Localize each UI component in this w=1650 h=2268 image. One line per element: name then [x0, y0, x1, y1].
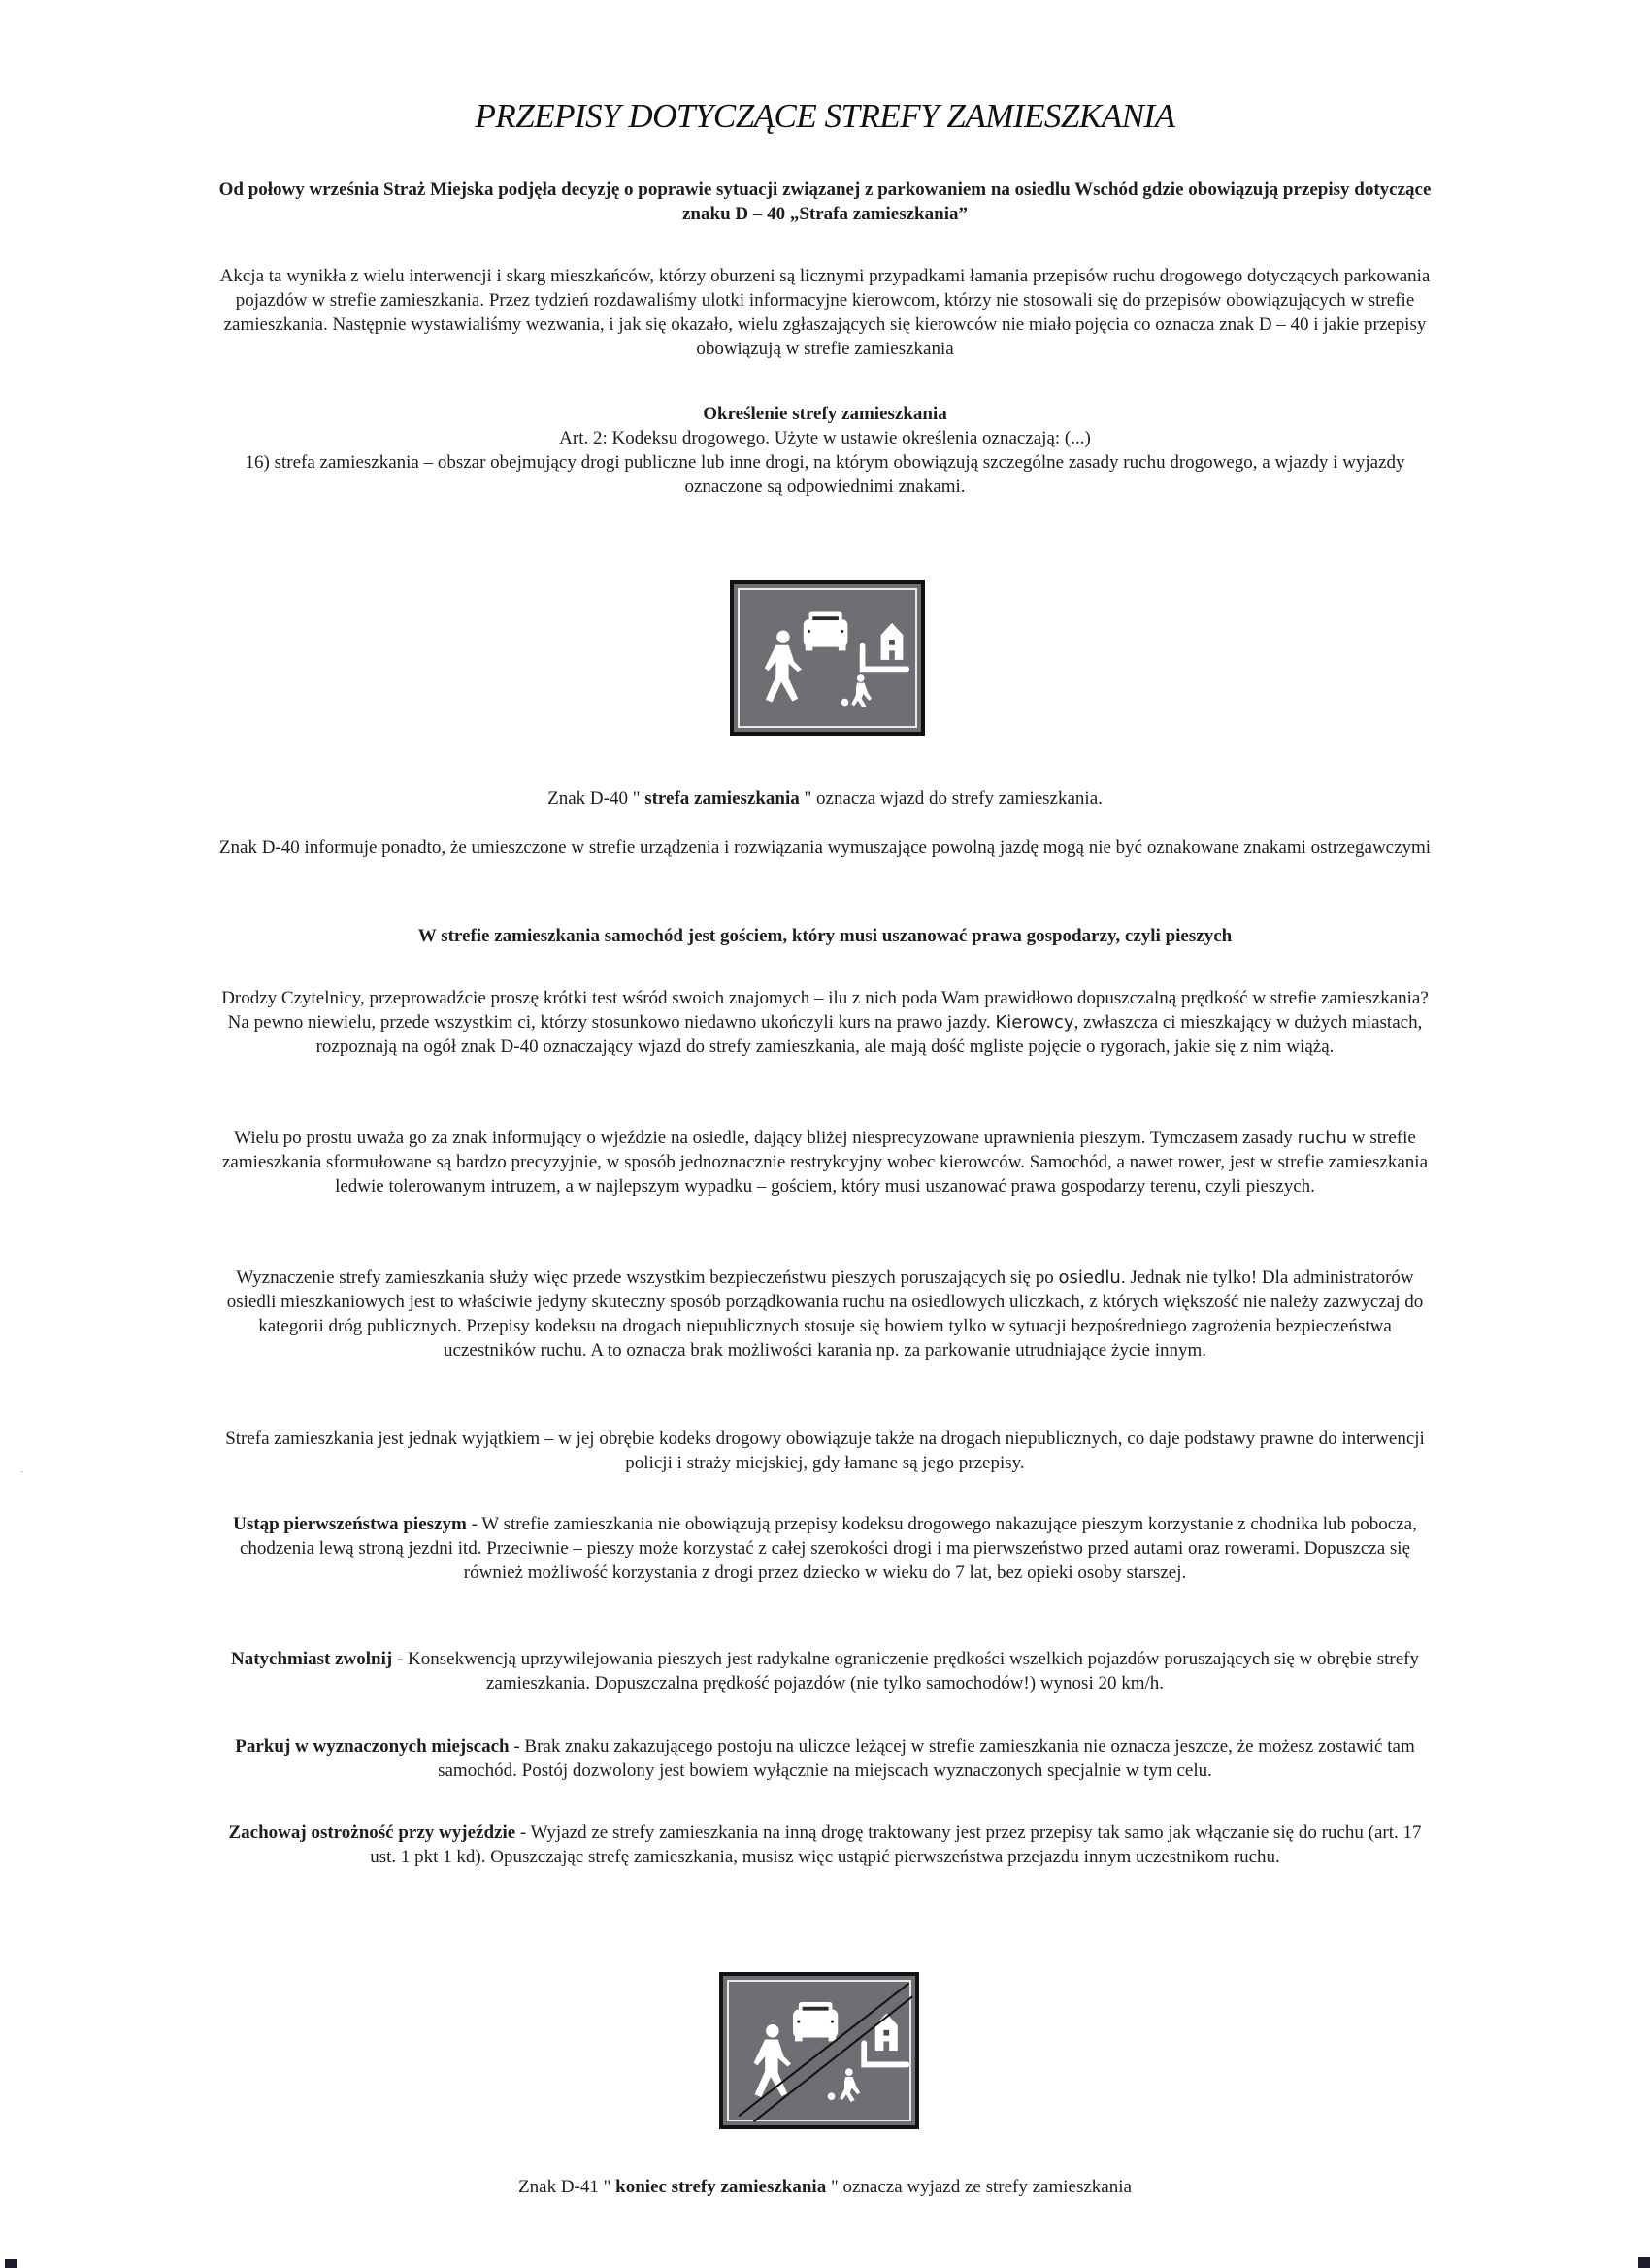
- text-part: osiedlu: [1058, 1267, 1121, 1288]
- purpose-paragraph: [214, 1265, 1436, 1363]
- pedestrian-icon: [765, 631, 802, 703]
- sign-d40-caption: [214, 786, 1436, 810]
- child-with-ball-icon: [842, 674, 872, 707]
- text-part: w strefie zamieszkania sformułowane są bardzo precyzyjnie, w sposób jednoznacznie restrykcyjny wobec kierowców. Samochód, a nawet rower, jest w strefie zamieszkania ledwie tolerowanym intruzem, a w najlepszym wypadku – gościem, który musi uszanować prawa gospodarzy terenu, czyli pieszych.: [221, 1128, 1429, 1197]
- rule-title: Zachowaj ostrożność przy wyjeździe: [228, 1823, 516, 1843]
- intro-paragraph: Od połowy września Straż Miejska podjęła decyzję o poprawie sytuacji związanej z parkowaniem na osiedlu Wschód gdzie obowiązują przepisy dotyczące znaku D – 40 „Strafa zamieszkania”: [218, 180, 1432, 224]
- caption-prefix: Znak D-41 ": [518, 2177, 611, 2197]
- page-title: PRZEPISY DOTYCZĄCE STREFY ZAMIESZKANIA: [475, 97, 1175, 135]
- scan-corner-mark: [1638, 2257, 1650, 2268]
- text-part: , zwłaszcza ci mieszkający w dużych miastach, rozpoznają na ogół znak D-40 oznaczający wjazd do strefy zamieszkania, ale mają dość mgliste pojęcie o rygorach, jakie się z nim wiążą.: [315, 1012, 1423, 1057]
- text-part: ruchu: [1297, 1128, 1348, 1148]
- sign-d41-caption: [214, 2175, 1436, 2199]
- rule-text: - Brak znaku zakazującego postoju na uliczce leżącej w strefie zamieszkania nie oznacza jeszcze, że możesz zostawić tam samochód. Postój dozwolony jest bowiem wyłącznie na miejscach wyznaczonych specjalnie w tym celu.: [438, 1736, 1415, 1781]
- car-icon: [804, 612, 848, 651]
- house-icon: [875, 2014, 898, 2052]
- living-zone-sign-icon: [734, 584, 921, 732]
- definition-section: [214, 402, 1436, 499]
- text-part: Drodzy Czytelnicy, przeprowadźcie proszę krótki test wśród swoich znajomych – ilu z nich poda Wam prawidłowo dopuszczalną prędkość w strefie zamieszkania? Na pewno niewielu, przede wszystkim ci, którzy stosunkowo niedawno ukończyli kurs na prawo jazdy.: [221, 988, 1429, 1033]
- sign-d40-image: [730, 580, 925, 736]
- scan-speck: [21, 1471, 23, 1472]
- pedestrian-icon: [754, 2024, 792, 2097]
- caption-suffix: " oznacza wjazd do strefy zamieszkania.: [804, 788, 1103, 808]
- rule-text: - W strefie zamieszkania nie obowiązują przepisy kodeksu drogowego nakazujące pieszym korzystanie z chodnika lub pobocza, chodzenia lewą stroną jezdni itd. Przeciwnie – pieszy może korzystać z całej szerokości drogi i ma pierwszeństwo przed autami oraz rowerami. Dopuszcza się również możliwość korzystania z drogi przez dziecko w wieku do 7 lat, bez opieki osoby starszej.: [239, 1514, 1417, 1583]
- sign-d41-image: [719, 1972, 919, 2129]
- house-icon: [881, 623, 904, 660]
- text-part: Wyznaczenie strefy zamieszkania służy więc przede wszystkim bezpieczeństwu pieszych poruszających się po: [236, 1267, 1059, 1288]
- action-paragraph: Akcja ta wynikła z wielu interwencji i skarg mieszkańców, którzy oburzeni są licznymi przypadkami łamania przepisów ruchu drogowego dotyczących parkowania pojazdów w strefie zamieszkania. Przez tydzień rozdawaliśmy ulotki informacyjne kierowcom, którzy nie stosowali się do przepisów obowiązujących w strefie zamieszkania. Następnie wystawialiśmy wezwania, i jak się okazało, wielu zgłaszających się kierowców nie miało pojęcia co oznacza znak D – 40 i jakie przepisy obowiązują w strefie zamieszkania: [219, 266, 1431, 359]
- scan-corner-mark: [5, 2259, 17, 2268]
- guest-heading: W strefie zamieszkania samochód jest gościem, który musi uszanować prawa gospodarzy, czyli pieszych: [417, 926, 1233, 946]
- readers-paragraph: [214, 986, 1436, 1059]
- d40-info-paragraph: Znak D-40 informuje ponadto, że umieszczone w strefie urządzenia i rozwiązania wymuszające powolną jazdę mogą nie być oznakowane znakami ostrzegawczymi: [218, 838, 1432, 858]
- rule-text: - Konsekwencją uprzywilejowania pieszych jest radykalne ograniczenie prędkości wszelkich pojazdów poruszających się w obrębie strefy zamieszkania. Dopuszczalna prędkość pojazdów (nie tylko samochodów!) wynosi 20 km/h.: [392, 1649, 1420, 1693]
- exception-paragraph: Strefa zamieszkania jest jednak wyjątkiem – w jej obrębie kodeks drogowy obowiązuje także na drogach niepublicznych, co daje podstawy prawne do interwencji policji i straży miejskiej, gdy łamane są jego przepisy.: [225, 1429, 1425, 1473]
- definition-article: Art. 2: Kodeksu drogowego. Użyte w ustawie określenia oznaczają: (...): [559, 428, 1091, 448]
- child-with-ball-icon: [828, 2068, 861, 2102]
- rule-park-designated: [214, 1734, 1436, 1783]
- car-icon: [793, 2002, 838, 2041]
- definition-text: 16) strefa zamieszkania – obszar obejmujący drogi publiczne lub inne drogi, na którym obowiązują szczególne zasady ruchu drogowego, a wjazdy i wyjazdy oznaczone są odpowiednimi znakami.: [245, 452, 1405, 497]
- rule-title: Natychmiast zwolnij: [230, 1649, 393, 1669]
- caption-suffix: " oznacza wyjazd ze strefy zamieszkania: [830, 2177, 1132, 2197]
- rule-title: Ustąp pierwszeństwa pieszym: [233, 1514, 467, 1534]
- text-part: Kierowcy: [995, 1012, 1074, 1033]
- rule-careful-exit: [214, 1821, 1436, 1869]
- definition-heading: Określenie strefy zamieszkania: [703, 404, 947, 424]
- caption-bold: koniec strefy zamieszkania: [610, 2177, 831, 2197]
- text-part: . Jednak nie tylko! Dla administratorów osiedli mieszkaniowych jest to właściwie jedyny skuteczny sposób porządkowania ruchu na osiedlowych uliczkach, z których większość nie należy zazwyczaj do kategorii dróg publicznych. Przepisy kodeksu na drogach niepublicznych stosuje się bowiem tylko w sytuacji bezpośredniego zagrożenia bezpieczeństwa uczestników ruchu. A to oznacza brak możliwości karania np. za parkowanie utrudniające życie innym.: [226, 1267, 1424, 1361]
- rule-yield-pedestrians: [214, 1512, 1436, 1585]
- rule-slow-down: [214, 1647, 1436, 1695]
- many-paragraph: [214, 1126, 1436, 1199]
- text-part: Wielu po prostu uważa go za znak informujący o wjeździe na osiedle, dający bliżej niesprecyzowane uprawnienia pieszym. Tymczasem zasady: [234, 1128, 1298, 1148]
- end-living-zone-sign-icon: [723, 1976, 915, 2125]
- caption-prefix: Znak D-40 ": [547, 788, 641, 808]
- rule-text: - Wyjazd ze strefy zamieszkania na inną drogę traktowany jest przez przepisy tak samo jak włączanie się do ruchu (art. 17 ust. 1 pkt 1 kd). Opuszczając strefę zamieszkania, musisz więc ustąpić pierwszeństwa przejazdu innym uczestnikom ruchu.: [370, 1823, 1422, 1867]
- caption-bold: strefa zamieszkania: [640, 788, 805, 808]
- rule-title: Parkuj w wyznaczonych miejscach: [235, 1736, 510, 1757]
